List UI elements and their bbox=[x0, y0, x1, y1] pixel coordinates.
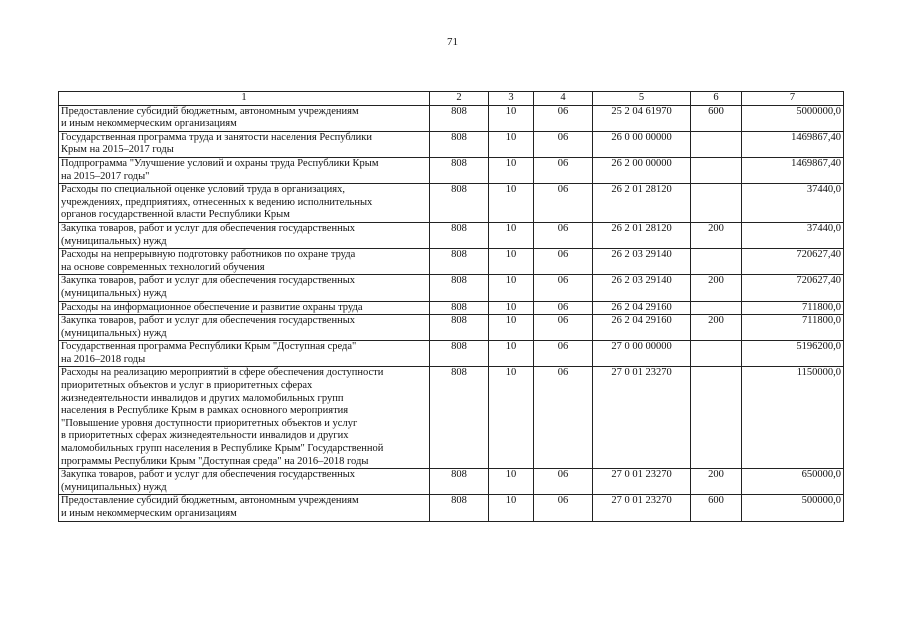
column-header-3: 3 bbox=[489, 92, 534, 106]
row-subsection-cell: 06 bbox=[534, 469, 593, 495]
table-row bbox=[59, 275, 844, 301]
row-section-cell: 10 bbox=[489, 469, 534, 495]
row-amount-cell: 37440,0 bbox=[742, 222, 844, 248]
row-section-cell: 10 bbox=[489, 184, 534, 223]
row-subsection-cell: 06 bbox=[534, 157, 593, 183]
row-amount-cell: 711800,0 bbox=[742, 315, 844, 341]
row-target-article-cell: 27 0 01 23270 bbox=[593, 469, 691, 495]
row-admin-code-cell: 808 bbox=[430, 157, 489, 183]
column-header-2: 2 bbox=[430, 92, 489, 106]
row-name-cell: Закупка товаров, работ и услуг для обеспечения государственных (муниципальных) нужд bbox=[59, 222, 430, 248]
row-section-cell: 10 bbox=[489, 105, 534, 131]
row-name-cell: Подпрограмма "Улучшение условий и охраны труда Республики Крым на 2015–2017 годы" bbox=[59, 157, 430, 183]
row-expense-type-cell: 600 bbox=[691, 105, 742, 131]
row-target-article-cell: 26 2 03 29140 bbox=[593, 275, 691, 301]
row-subsection-cell: 06 bbox=[534, 184, 593, 223]
row-target-article-cell: 27 0 01 23270 bbox=[593, 367, 691, 469]
column-header-6: 6 bbox=[691, 92, 742, 106]
row-subsection-cell: 06 bbox=[534, 495, 593, 521]
table-row bbox=[59, 315, 844, 341]
row-amount-cell: 720627,40 bbox=[742, 275, 844, 301]
row-admin-code-cell: 808 bbox=[430, 341, 489, 367]
row-amount-cell: 650000,0 bbox=[742, 469, 844, 495]
row-section-cell: 10 bbox=[489, 495, 534, 521]
column-header-5: 5 bbox=[593, 92, 691, 106]
page-number: 71 bbox=[447, 36, 458, 48]
row-expense-type-cell: 200 bbox=[691, 222, 742, 248]
row-section-cell: 10 bbox=[489, 157, 534, 183]
budget-table bbox=[58, 91, 844, 522]
row-admin-code-cell: 808 bbox=[430, 367, 489, 469]
row-expense-type-cell bbox=[691, 157, 742, 183]
row-admin-code-cell: 808 bbox=[430, 105, 489, 131]
row-expense-type-cell bbox=[691, 249, 742, 275]
row-amount-cell: 711800,0 bbox=[742, 301, 844, 315]
row-section-cell: 10 bbox=[489, 367, 534, 469]
row-admin-code-cell: 808 bbox=[430, 315, 489, 341]
row-amount-cell: 1150000,0 bbox=[742, 367, 844, 469]
row-amount-cell: 37440,0 bbox=[742, 184, 844, 223]
row-subsection-cell: 06 bbox=[534, 341, 593, 367]
row-target-article-cell: 26 2 01 28120 bbox=[593, 222, 691, 248]
table-row bbox=[59, 105, 844, 131]
row-name-cell: Расходы на непрерывную подготовку работников по охране труда на основе современных технологий обучения bbox=[59, 249, 430, 275]
row-amount-cell: 5000000,0 bbox=[742, 105, 844, 131]
row-subsection-cell: 06 bbox=[534, 222, 593, 248]
row-admin-code-cell: 808 bbox=[430, 131, 489, 157]
row-amount-cell: 5196200,0 bbox=[742, 341, 844, 367]
row-subsection-cell: 06 bbox=[534, 105, 593, 131]
row-expense-type-cell bbox=[691, 341, 742, 367]
row-section-cell: 10 bbox=[489, 341, 534, 367]
row-admin-code-cell: 808 bbox=[430, 469, 489, 495]
row-amount-cell: 500000,0 bbox=[742, 495, 844, 521]
row-admin-code-cell: 808 bbox=[430, 249, 489, 275]
row-subsection-cell: 06 bbox=[534, 249, 593, 275]
table-row bbox=[59, 184, 844, 223]
row-section-cell: 10 bbox=[489, 275, 534, 301]
row-expense-type-cell bbox=[691, 131, 742, 157]
row-name-cell: Государственная программа Республики Крым "Доступная среда" на 2016–2018 годы bbox=[59, 341, 430, 367]
table-row bbox=[59, 367, 844, 469]
row-expense-type-cell bbox=[691, 184, 742, 223]
row-subsection-cell: 06 bbox=[534, 315, 593, 341]
row-target-article-cell: 26 2 00 00000 bbox=[593, 157, 691, 183]
row-expense-type-cell: 200 bbox=[691, 275, 742, 301]
table-row bbox=[59, 249, 844, 275]
row-target-article-cell: 26 2 01 28120 bbox=[593, 184, 691, 223]
row-subsection-cell: 06 bbox=[534, 301, 593, 315]
column-header-4: 4 bbox=[534, 92, 593, 106]
table-row bbox=[59, 157, 844, 183]
row-amount-cell: 1469867,40 bbox=[742, 131, 844, 157]
row-section-cell: 10 bbox=[489, 222, 534, 248]
row-name-cell: Расходы на информационное обеспечение и развитие охраны труда bbox=[59, 301, 430, 315]
row-subsection-cell: 06 bbox=[534, 275, 593, 301]
row-admin-code-cell: 808 bbox=[430, 301, 489, 315]
row-target-article-cell: 26 2 03 29140 bbox=[593, 249, 691, 275]
row-admin-code-cell: 808 bbox=[430, 184, 489, 223]
row-expense-type-cell: 600 bbox=[691, 495, 742, 521]
row-section-cell: 10 bbox=[489, 301, 534, 315]
table-body bbox=[59, 105, 844, 521]
column-header-1: 1 bbox=[59, 92, 430, 106]
column-header-7: 7 bbox=[742, 92, 844, 106]
table-row bbox=[59, 222, 844, 248]
row-target-article-cell: 27 0 01 23270 bbox=[593, 495, 691, 521]
row-amount-cell: 1469867,40 bbox=[742, 157, 844, 183]
row-name-cell: Закупка товаров, работ и услуг для обеспечения государственных (муниципальных) нужд bbox=[59, 315, 430, 341]
row-expense-type-cell: 200 bbox=[691, 315, 742, 341]
row-amount-cell: 720627,40 bbox=[742, 249, 844, 275]
row-subsection-cell: 06 bbox=[534, 367, 593, 469]
row-name-cell: Расходы по специальной оценке условий труда в организациях, учреждениях, предприятиях, отнесенных к ведению исполнительных органов государственной власти Республики Крым bbox=[59, 184, 430, 223]
row-target-article-cell: 26 2 04 29160 bbox=[593, 301, 691, 315]
row-name-cell: Расходы на реализацию мероприятий в сфере обеспечения доступности приоритетных объектов и услуг в приоритетных сферах жизнедеятельности инвалидов и других маломобильных групп населения в Республике Крым в рамках основного мероприятия "Повышение уровня доступности приоритетных объектов и услуг в приоритетных сферах жизнедеятельности инвалидов и других маломобильных групп населения в Республике Крым" Государственной программы Республики Крым "Доступная среда" на 2016–2018 годы bbox=[59, 367, 430, 469]
row-name-cell: Предоставление субсидий бюджетным, автономным учреждениям и иным некоммерческим организациям bbox=[59, 495, 430, 521]
row-target-article-cell: 25 2 04 61970 bbox=[593, 105, 691, 131]
table-row bbox=[59, 341, 844, 367]
row-section-cell: 10 bbox=[489, 315, 534, 341]
row-expense-type-cell bbox=[691, 301, 742, 315]
row-expense-type-cell: 200 bbox=[691, 469, 742, 495]
table-header-row bbox=[59, 92, 844, 106]
table-row bbox=[59, 131, 844, 157]
row-subsection-cell: 06 bbox=[534, 131, 593, 157]
table-row bbox=[59, 301, 844, 315]
row-target-article-cell: 26 2 04 29160 bbox=[593, 315, 691, 341]
row-section-cell: 10 bbox=[489, 249, 534, 275]
row-name-cell: Предоставление субсидий бюджетным, автономным учреждениям и иным некоммерческим организациям bbox=[59, 105, 430, 131]
table-row bbox=[59, 495, 844, 521]
row-admin-code-cell: 808 bbox=[430, 275, 489, 301]
row-name-cell: Государственная программа труда и занятости населения Республики Крым на 2015–2017 годы bbox=[59, 131, 430, 157]
row-admin-code-cell: 808 bbox=[430, 222, 489, 248]
table-row bbox=[59, 469, 844, 495]
row-admin-code-cell: 808 bbox=[430, 495, 489, 521]
row-target-article-cell: 27 0 00 00000 bbox=[593, 341, 691, 367]
row-target-article-cell: 26 0 00 00000 bbox=[593, 131, 691, 157]
row-name-cell: Закупка товаров, работ и услуг для обеспечения государственных (муниципальных) нужд bbox=[59, 275, 430, 301]
row-expense-type-cell bbox=[691, 367, 742, 469]
row-name-cell: Закупка товаров, работ и услуг для обеспечения государственных (муниципальных) нужд bbox=[59, 469, 430, 495]
row-section-cell: 10 bbox=[489, 131, 534, 157]
